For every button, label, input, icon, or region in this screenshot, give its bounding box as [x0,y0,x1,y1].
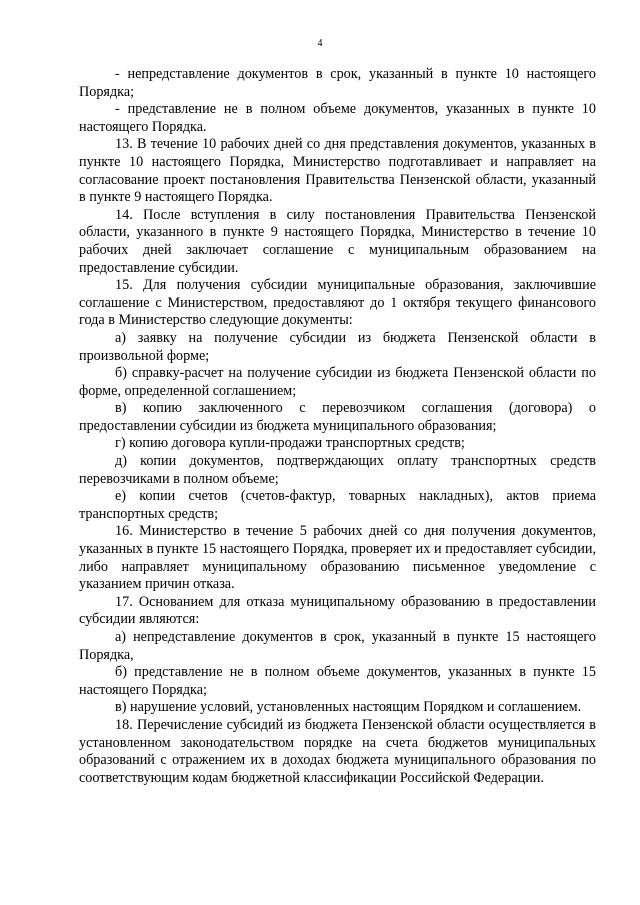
paragraph-15-v: в) копию заключенного с перевозчиком соглашения (договора) о предоставлении субсидии из бюджета муниципального образования; [79,400,596,434]
document-body [79,66,596,787]
paragraph-15-a: а) заявку на получение субсидии из бюджета Пензенской области в произвольной форме; [79,329,596,364]
paragraph-15-b: б) справку-расчет на получение субсидии из бюджета Пензенской области по форме, определенной соглашением; [79,365,596,399]
paragraph-15-g: г) копию договора купли-продажи транспортных средств; [115,435,465,452]
paragraph-15-e: е) копии счетов (счетов-фактур, товарных накладных), актов приема транспортных средств; [79,488,596,522]
paragraph-17: 17. Основанием для отказа муниципальному образованию в предоставлении субсидии являются: [79,593,596,628]
paragraph-13: 13. В течение 10 рабочих дней со дня представления документов, указанных в пункте 10 настоящего Порядка, Министерство подготавливает и направляет на согласование проект постановления Правительства Пензенской области, указанный в пункте 9 настоящего Порядка. [79,136,596,206]
paragraph-14: 14. После вступления в силу постановления Правительства Пензенской области, указанного в пункте 9 настоящего Порядка, Министерство в течение 10 рабочих дней заключает соглашение с муниципальным образованием на предоставление субсидии. [79,206,596,276]
page-number: 4 [317,38,323,49]
paragraph-17-b: б) представление не в полном объеме документов, указанных в пункте 15 настоящего Порядка; [79,664,596,698]
paragraph-1: - непредставление документов в срок, указанный в пункте 10 настоящего Порядка; [79,66,596,100]
paragraph-2: - представление не в полном объеме документов, указанных в пункте 10 настоящего Порядка. [79,101,596,135]
paragraph-15-d: д) копии документов, подтверждающих оплату транспортных средств перевозчиками в полном объеме; [79,453,596,487]
paragraph-17-v: в) нарушение условий, установленных настоящим Порядком и соглашением. [115,699,582,716]
paragraph-16: 16. Министерство в течение 5 рабочих дней со дня получения документов, указанных в пункте 15 настоящего Порядка, проверяет их и предоставляет субсидии, либо направляет муниципальному образованию письменное уведомление с указанием причин отказа. [79,523,596,593]
paragraph-17-a: а) непредставление документов в срок, указанный в пункте 15 настоящего Порядка, [79,629,596,663]
paragraph-18: 18. Перечисление субсидий из бюджета Пензенской области осуществляется в установленном законодательством порядке на счета бюджетов муниципальных образований с отражением их в доходах бюджета муниципального образования по соответствующим кодам бюджетной классификации Российской Федерации. [79,716,596,786]
paragraph-15: 15. Для получения субсидии муниципальные образования, заключившие соглашение с Министерством, предоставляют до 1 октября текущего финансового года в Министерство следующие документы: [79,277,596,329]
